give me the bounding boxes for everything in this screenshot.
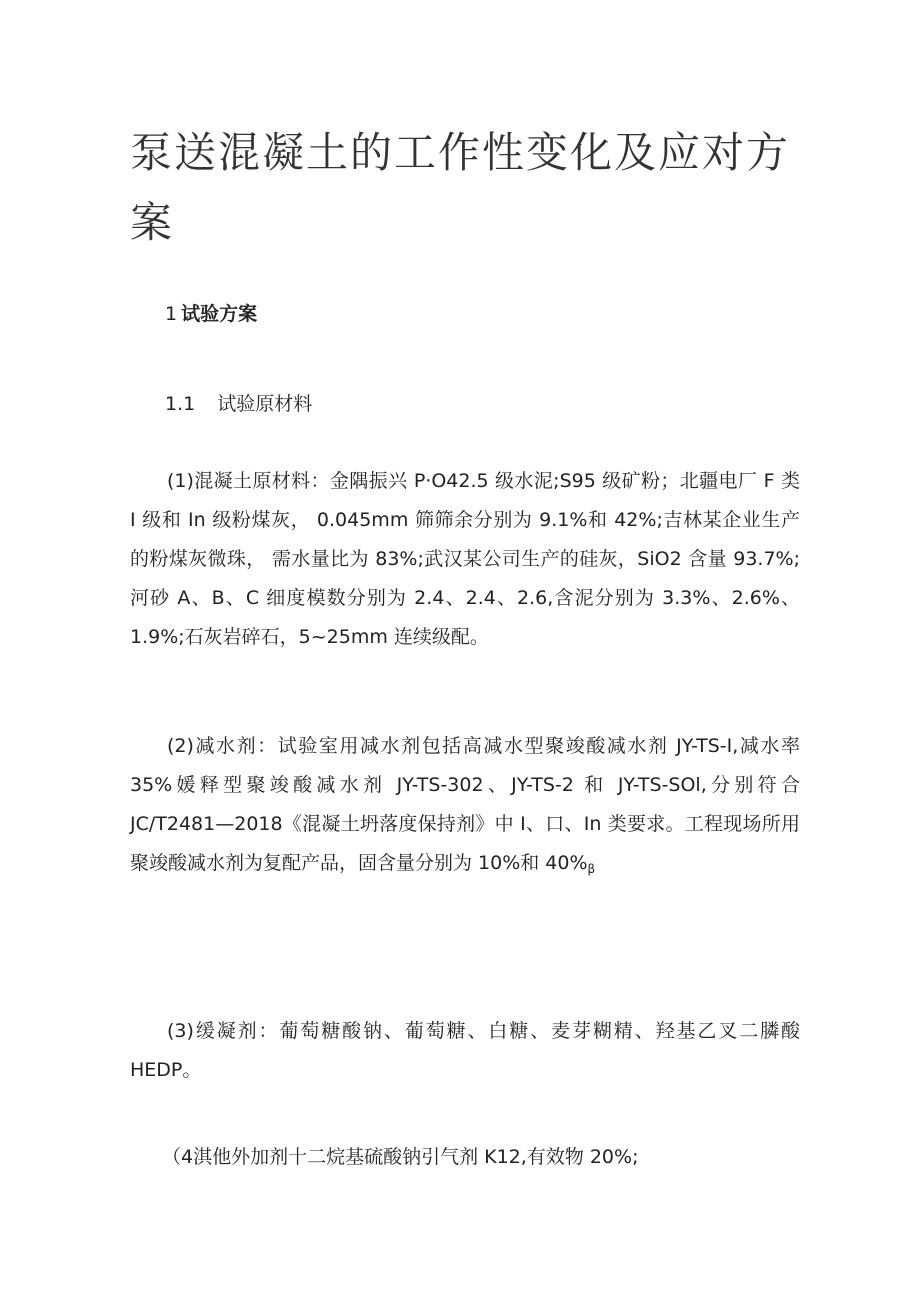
paragraph-other-admixtures: （4淇他外加剂十二烷基硫酸钠引气剂 K12,有效物 20%; xyxy=(162,1146,639,1168)
section-heading-1 xyxy=(165,300,257,328)
section-title: 试验方案 xyxy=(181,303,258,325)
paragraph-raw-materials: (1)混凝土原材料：金隅振兴 P·O42.5 级水泥;S95 级矿粉；北疆电厂 F 类 I 级和 In 级粉煤灰， 0.045mm 筛筛余分别为 9.1%和 42%;吉林某企业生产的粉煤灰微珠， 需水量比为 83%;武汉某公司生产的硅灰，SiO2 含量 93.7%;河砂 A、B、C 细度模数分别为 2.4、2.4、2.6,含泥分别为 3.3%、2.6%、1.9%;石灰岩碎石，5~25mm 连续级配。 xyxy=(130,470,800,648)
subsection-heading-1-1 xyxy=(165,390,312,418)
paragraph-water-reducer-tail: β xyxy=(587,862,596,876)
subsection-title: 试验原材料 xyxy=(217,393,313,415)
section-number: 1 xyxy=(165,303,178,325)
paragraph-retarder: (3)缓凝剂：葡萄糖酸钠、葡萄糖、白糖、麦芽糊精、羟基乙叉二膦酸 HEDP。 xyxy=(130,1020,800,1081)
document-title: 泵送混凝土的工作性变化及应对方案 xyxy=(130,128,791,247)
paragraph-water-reducer xyxy=(130,727,800,889)
subsection-number: 1.1 xyxy=(165,393,196,415)
paragraph-water-reducer-text: (2)减水剂：试验室用减水剂包括高减水型聚竣酸减水剂 JY-TS-I,减水率 35%媛释型聚竣酸减水剂 JY-TS-302、JY-TS-2 和 JY-TS-SOl,分别符合 JC/T2481—2018《混凝土坍落度保持剂》中 I、口、In 类要求。工程现场所用聚竣酸减水剂为复配产品，固含量分别为 10%和 40% xyxy=(130,735,800,874)
